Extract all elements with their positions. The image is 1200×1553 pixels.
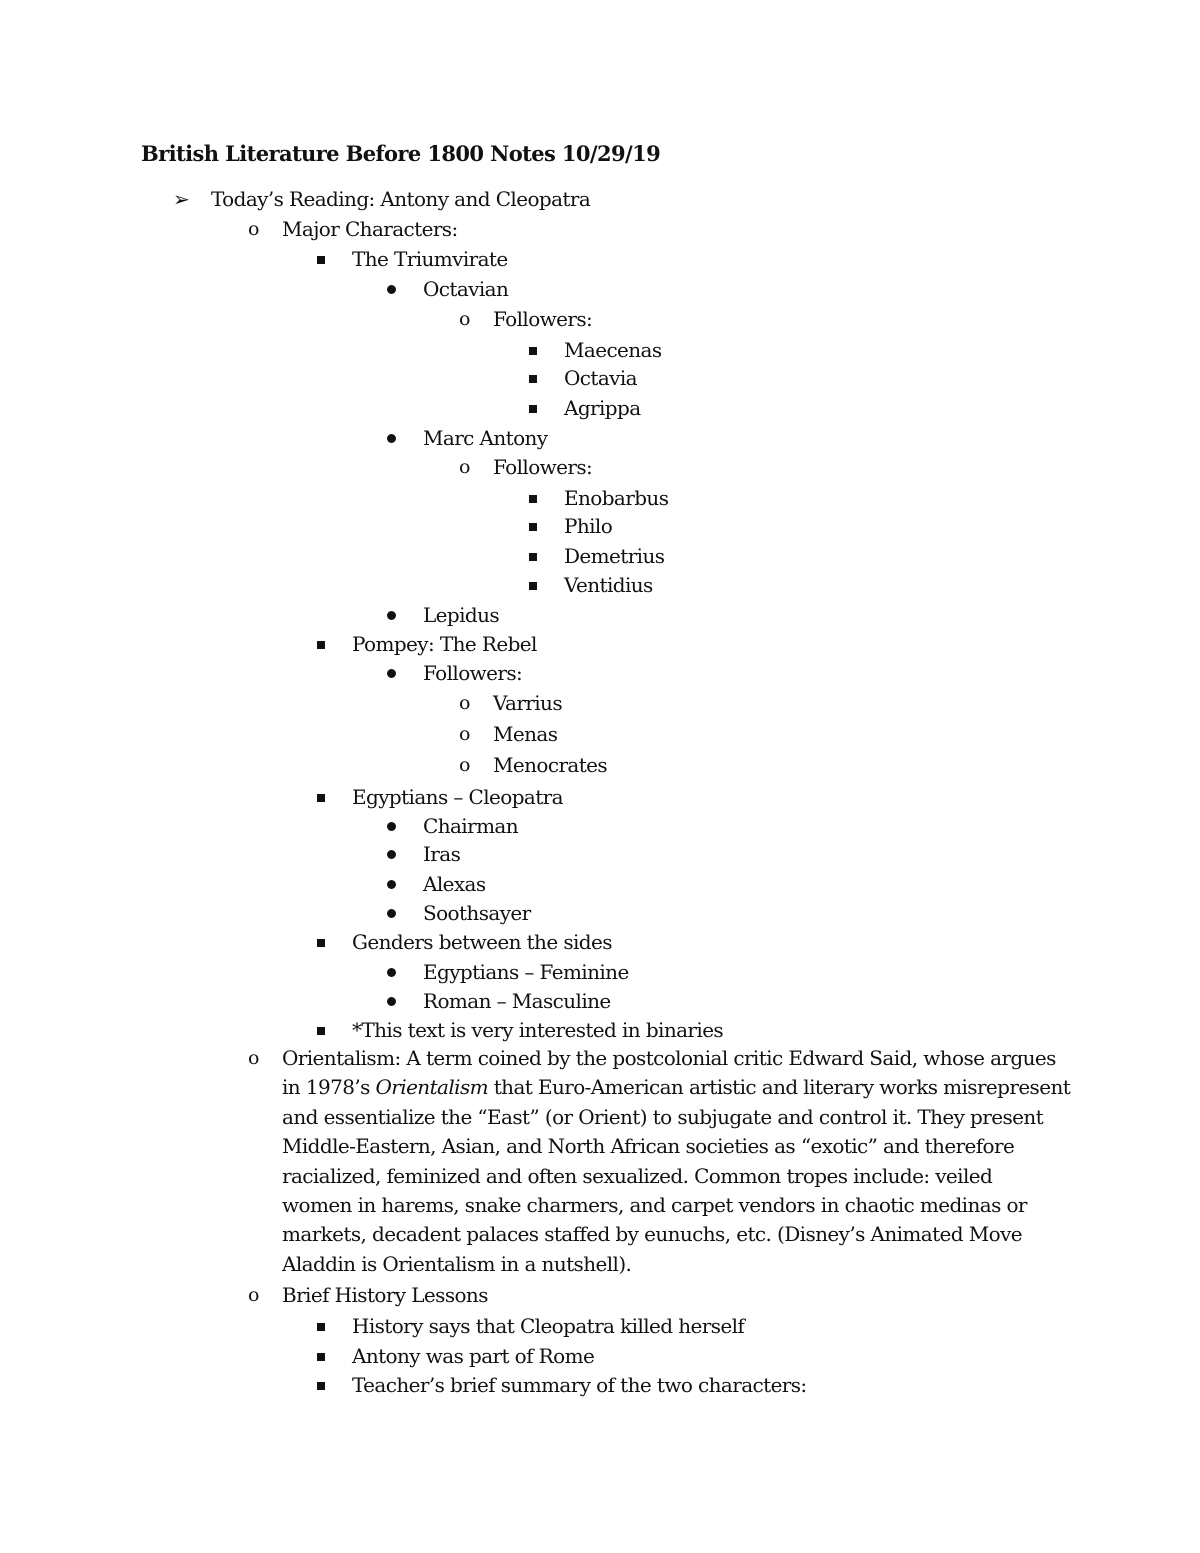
list-item-text: Ventidius bbox=[564, 573, 653, 597]
page-title: British Literature Before 1800 Notes 10/29/19 bbox=[141, 141, 661, 166]
circle-bullet-icon: o bbox=[459, 456, 470, 478]
paragraph-line bbox=[282, 1073, 1072, 1102]
list-item bbox=[423, 870, 486, 899]
list-item-text: Iras bbox=[423, 842, 461, 866]
square-bullet-icon bbox=[317, 1353, 325, 1361]
list-item-text: Brief History Lessons bbox=[282, 1283, 488, 1307]
paragraph-line: and essentialize the “East” (or Orient) to subjugate and control it. They present bbox=[282, 1104, 1044, 1129]
square-bullet-icon bbox=[529, 347, 537, 355]
paragraph-line: Middle-Eastern, Asian, and North African societies as “exotic” and therefore bbox=[282, 1134, 1015, 1159]
square-bullet-icon bbox=[529, 495, 537, 503]
list-item bbox=[423, 275, 508, 304]
dot-bullet-icon bbox=[387, 880, 396, 889]
square-bullet-icon bbox=[317, 939, 325, 947]
square-bullet-icon bbox=[529, 405, 537, 413]
dot-bullet-icon bbox=[387, 822, 396, 831]
list-item-text: The Triumvirate bbox=[352, 247, 508, 271]
list-item bbox=[564, 542, 664, 571]
list-item bbox=[173, 185, 591, 214]
dot-bullet-icon bbox=[387, 669, 396, 678]
orientalism-paragraph bbox=[248, 1044, 1072, 1279]
list-item bbox=[459, 751, 608, 780]
paragraph-line: Orientalism: A term coined by the postcolonial critic Edward Said, whose argues bbox=[282, 1046, 1056, 1070]
list-item bbox=[423, 840, 460, 869]
paragraph-text: that Euro-American artistic and literary works misrepresent bbox=[487, 1075, 1071, 1100]
list-item bbox=[564, 571, 653, 600]
list-item-text: Varrius bbox=[493, 691, 562, 715]
book-title: Orientalism bbox=[375, 1075, 488, 1100]
list-item bbox=[564, 512, 612, 541]
list-item-text: Soothsayer bbox=[423, 901, 531, 925]
circle-bullet-icon: o bbox=[459, 754, 470, 776]
list-item bbox=[352, 245, 508, 274]
square-bullet-icon bbox=[317, 256, 325, 264]
list-item-text: Demetrius bbox=[564, 544, 665, 568]
list-item-text: Maecenas bbox=[564, 338, 662, 362]
list-item bbox=[459, 453, 593, 482]
list-item bbox=[564, 364, 637, 393]
list-item-text: Menas bbox=[493, 722, 558, 746]
list-item-text: *This text is very interested in binaries bbox=[352, 1018, 724, 1042]
list-item bbox=[352, 1312, 744, 1341]
dot-bullet-icon bbox=[387, 968, 396, 977]
paragraph-line: racialized, feminized and often sexualized. Common tropes include: veiled bbox=[282, 1163, 993, 1188]
paragraph-line: women in harems, snake charmers, and carpet vendors in chaotic medinas or bbox=[282, 1193, 1027, 1218]
list-item-text: Alexas bbox=[423, 872, 486, 896]
circle-bullet-icon: o bbox=[248, 218, 259, 240]
list-item-text: Agrippa bbox=[564, 396, 641, 420]
paragraph-text: in 1978’s bbox=[282, 1075, 376, 1100]
list-item-text: Antony was part of Rome bbox=[352, 1344, 595, 1368]
list-item bbox=[352, 783, 563, 812]
list-item bbox=[423, 958, 629, 987]
dot-bullet-icon bbox=[387, 434, 396, 443]
list-item-text: Genders between the sides bbox=[352, 930, 612, 954]
list-item bbox=[564, 336, 662, 365]
square-bullet-icon bbox=[317, 1027, 325, 1035]
square-bullet-icon bbox=[529, 582, 537, 590]
list-item bbox=[423, 987, 611, 1016]
list-item bbox=[564, 394, 641, 423]
dot-bullet-icon bbox=[387, 285, 396, 294]
dot-bullet-icon bbox=[387, 909, 396, 918]
dot-bullet-icon bbox=[387, 850, 396, 859]
list-item bbox=[352, 1342, 594, 1371]
list-item bbox=[423, 812, 518, 841]
list-item-text: History says that Cleopatra killed herself bbox=[352, 1314, 745, 1338]
list-item bbox=[423, 424, 548, 453]
list-item-text: Pompey: The Rebel bbox=[352, 632, 537, 656]
dot-bullet-icon bbox=[387, 997, 396, 1006]
square-bullet-icon bbox=[317, 794, 325, 802]
paragraph-line: markets, decadent palaces staffed by eunuchs, etc. (Disney’s Animated Move bbox=[282, 1222, 1023, 1247]
list-item-text: Major Characters: bbox=[282, 217, 458, 241]
list-item bbox=[248, 215, 458, 244]
list-item-text: Octavian bbox=[423, 277, 509, 301]
dot-bullet-icon bbox=[387, 611, 396, 620]
list-item bbox=[423, 601, 499, 630]
square-bullet-icon bbox=[529, 375, 537, 383]
list-item-text: Followers: bbox=[493, 307, 593, 331]
list-item-text: Egyptians – Cleopatra bbox=[352, 785, 563, 809]
square-bullet-icon bbox=[317, 1323, 325, 1331]
list-item-text: Egyptians – Feminine bbox=[423, 960, 629, 984]
list-item bbox=[248, 1281, 488, 1310]
list-item bbox=[352, 928, 612, 957]
square-bullet-icon bbox=[317, 641, 325, 649]
paragraph-line: Aladdin is Orientalism in a nutshell). bbox=[282, 1251, 632, 1276]
list-item-text: Chairman bbox=[423, 814, 519, 838]
list-item-text: Marc Antony bbox=[423, 426, 548, 450]
circle-bullet-icon: o bbox=[248, 1047, 259, 1069]
list-item bbox=[423, 899, 531, 928]
list-item bbox=[352, 1371, 807, 1400]
circle-bullet-icon: o bbox=[459, 308, 470, 330]
circle-bullet-icon: o bbox=[459, 692, 470, 714]
list-item-text: Menocrates bbox=[493, 753, 608, 777]
square-bullet-icon bbox=[317, 1382, 325, 1390]
circle-bullet-icon: o bbox=[248, 1284, 259, 1306]
list-item bbox=[423, 659, 522, 688]
arrow-bullet-icon: ➢ bbox=[173, 187, 190, 211]
list-item-text: Followers: bbox=[493, 455, 593, 479]
list-item-text: Teacher’s brief summary of the two characters: bbox=[352, 1373, 807, 1397]
list-item-text: Followers: bbox=[423, 661, 523, 685]
list-item bbox=[352, 1016, 723, 1045]
list-item bbox=[459, 305, 593, 334]
square-bullet-icon bbox=[529, 553, 537, 561]
list-item-text: Enobarbus bbox=[564, 486, 669, 510]
list-item bbox=[352, 630, 537, 659]
list-item bbox=[564, 484, 668, 513]
list-item-text: Today’s Reading: Antony and Cleopatra bbox=[211, 187, 591, 211]
list-item-text: Roman – Masculine bbox=[423, 989, 611, 1013]
square-bullet-icon bbox=[529, 523, 537, 531]
list-item-text: Octavia bbox=[564, 366, 637, 390]
list-item bbox=[459, 689, 562, 718]
list-item bbox=[459, 720, 558, 749]
list-item-text: Lepidus bbox=[423, 603, 500, 627]
circle-bullet-icon: o bbox=[459, 723, 470, 745]
list-item-text: Philo bbox=[564, 514, 613, 538]
